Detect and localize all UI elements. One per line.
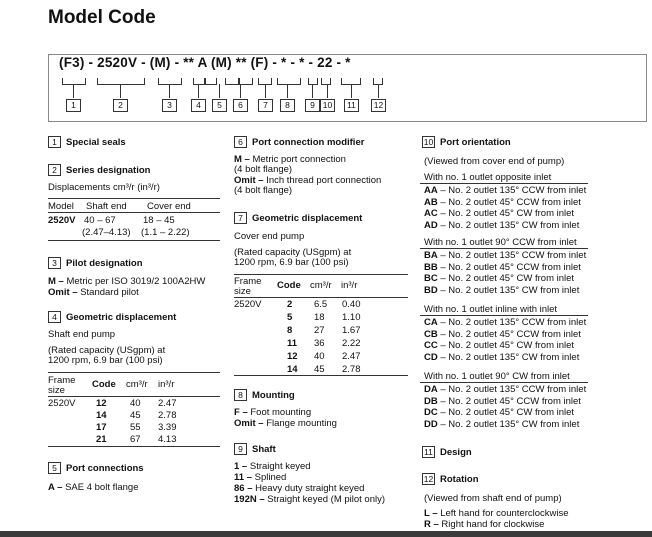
list-item: 1 – Straight keyed	[234, 461, 311, 472]
page-title: Model Code	[48, 7, 156, 28]
col-frame-size-b: size	[234, 286, 251, 297]
section-2-heading: 2 Series designation	[48, 164, 150, 176]
rated-capacity-1: (Rated capacity (USgpm) at	[48, 345, 166, 356]
bottom-bar	[0, 531, 652, 537]
section-11-heading: 11 Design	[422, 446, 472, 458]
rotation-view: (Viewed from shaft end of pump)	[424, 493, 562, 504]
table-row-code: 2	[287, 299, 293, 310]
code-box-10: 10	[320, 99, 335, 112]
table-row-code: 12	[96, 398, 107, 409]
list-item: AA – No. 2 outlet 135° CCW from inlet	[424, 185, 587, 196]
row-shaft: 40 – 67	[84, 215, 116, 226]
table-row-cm3: 67	[130, 434, 141, 445]
section-9-heading: 9 Shaft	[234, 443, 276, 455]
col-cm3-b: cm³/r	[310, 280, 332, 291]
table-row-cm3: 45	[130, 410, 141, 421]
table-row-in3: 2.22	[342, 338, 361, 349]
list-item: BC – No. 2 outlet 45° CW from inlet	[424, 273, 575, 284]
frame-2520v: 2520V	[48, 398, 76, 409]
cover-end-pump-label: Cover end pump	[234, 231, 305, 242]
port-orientation-view: (Viewed from cover end of pump)	[424, 156, 565, 167]
code-box-6: 6	[233, 99, 248, 112]
orientation-group-heading: With no. 1 outlet opposite inlet	[424, 172, 552, 183]
list-item: BA – No. 2 outlet 135° CCW from inlet	[424, 250, 587, 261]
list-item: CC – No. 2 outlet 45° CW from inlet	[424, 340, 575, 351]
table-row-in3: 0.40	[342, 299, 361, 310]
table-row-code: 5	[287, 312, 293, 323]
table-row-cm3: 27	[314, 325, 325, 336]
code-box-12: 12	[371, 99, 386, 112]
list-item: BD – No. 2 outlet 135° CW from inlet	[424, 284, 580, 296]
table-row-code: 14	[287, 364, 298, 375]
table-row-in3: 2.78	[158, 410, 177, 421]
code-box-9: 9	[305, 99, 320, 112]
table-row-cm3: 40	[130, 398, 141, 409]
row-shaft-in: (2.47–4.13)	[82, 227, 131, 238]
rotation-l: L – Left hand for counterclockwise	[424, 508, 569, 519]
section-8-heading: 8 Mounting	[234, 389, 295, 401]
rated-capacity-2b: 1200 rpm, 6.9 bar (100 psi)	[234, 257, 349, 268]
table-row-code: 8	[287, 325, 293, 336]
section-12-heading: 12 Rotation	[423, 474, 479, 485]
model-code-string: (F3) - 2520V - (M) - ** A (M) ** (F) - * - * - 22 - *	[59, 55, 351, 70]
table-row-in3: 3.39	[158, 422, 177, 433]
code-box-8: 8	[280, 99, 295, 112]
list-item: DD – No. 2 outlet 135° CW from inlet	[424, 418, 580, 430]
pilot-omit: Omit – Standard pilot	[48, 287, 139, 298]
code-box-4: 4	[191, 99, 206, 112]
row-cover: 18 – 45	[143, 215, 175, 226]
col-frame-size: size	[48, 385, 65, 396]
section-10-heading: 10 Port orientation	[423, 137, 511, 148]
list-item: CD – No. 2 outlet 135° CW from inlet	[424, 351, 580, 363]
table-row-in3: 1.67	[342, 325, 361, 336]
list-item: 192N – Straight keyed (M pilot only)	[234, 494, 386, 505]
section-1-heading: 1 Special seals	[48, 136, 126, 148]
code-box-1: 1	[66, 99, 81, 112]
section-3-heading: 3 Pilot designation	[48, 257, 143, 269]
rated-capacity-2: 1200 rpm, 6.9 bar (100 psi)	[48, 355, 163, 366]
displacements-label: Displacements cm³/r (in³/r)	[48, 182, 160, 193]
orientation-group-heading: With no. 1 outlet 90° CCW from inlet	[424, 237, 577, 248]
table-row-cm3: 40	[314, 351, 325, 362]
table-row-in3: 2.47	[342, 351, 361, 362]
section-4-heading: 4 Geometric displacement	[48, 311, 176, 323]
code-box-2: 2	[113, 99, 128, 112]
col-in3-b: in³/r	[341, 280, 358, 291]
list-item: AB – No. 2 outlet 45° CCW from inlet	[424, 196, 581, 208]
table-row-cm3: 45	[314, 364, 325, 375]
section-6-heading: 6 Port connection modifier	[234, 136, 364, 148]
shaft-end-pump-label: Shaft end pump	[48, 329, 116, 340]
orientation-group-heading: With no. 1 outlet inline with inlet	[424, 304, 558, 315]
list-item: CA – No. 2 outlet 135° CCW from inlet	[424, 317, 587, 328]
pilot-m: M – Metric per ISO 3019/2 100A2HW	[48, 276, 206, 287]
col-in3: in³/r	[158, 379, 175, 390]
frame-2520v-b: 2520V	[234, 299, 262, 310]
col-shaft-end: Shaft end	[86, 201, 127, 212]
col-cover-end: Cover end	[147, 201, 191, 212]
table-row-cm3: 36	[314, 338, 325, 349]
list-item: DB – No. 2 outlet 45° CCW from inlet	[424, 395, 581, 407]
table-row-in3: 2.47	[158, 398, 177, 409]
port-connection-a: A – SAE 4 bolt flange	[48, 482, 139, 493]
table-row-code: 21	[96, 434, 107, 445]
col-model: Model	[48, 201, 74, 212]
col-code: Code	[92, 379, 116, 390]
list-item: CB – No. 2 outlet 45° CCW from inlet	[424, 328, 581, 340]
col-code-b: Code	[277, 280, 301, 291]
mounting-omit: Omit – Flange mounting	[234, 418, 337, 429]
mounting-f: F – Foot mounting	[234, 407, 312, 418]
col-frame: Frame	[48, 375, 76, 386]
table-row-in3: 1.10	[342, 312, 361, 323]
table-row-cm3: 18	[314, 312, 325, 323]
modifier-omit: Omit – Inch thread port connection	[234, 175, 382, 186]
list-item: 86 – Heavy duty straight keyed	[234, 483, 365, 494]
row-cover-in: (1.1 – 2.22)	[141, 227, 190, 238]
section-7-heading: 7 Geometric displacement	[234, 212, 362, 224]
table-row-code: 14	[96, 410, 107, 421]
table-row-cm3: 55	[130, 422, 141, 433]
list-item: 11 – Splined	[234, 472, 287, 483]
list-item: AC – No. 2 outlet 45° CW from inlet	[424, 208, 575, 219]
list-item: DA – No. 2 outlet 135° CCW from inlet	[424, 384, 587, 395]
table-row-in3: 4.13	[158, 434, 177, 445]
modifier-omit-sub: (4 bolt flange)	[234, 185, 293, 196]
row-model: 2520V	[48, 215, 76, 226]
col-cm3: cm³/r	[126, 379, 148, 390]
orientation-group-heading: With no. 1 outlet 90° CW from inlet	[424, 371, 570, 382]
list-item: AD – No. 2 outlet 135° CW from inlet	[424, 219, 580, 231]
section-5-heading: 5 Port connections	[48, 462, 144, 474]
list-item: DC – No. 2 outlet 45° CW from inlet	[424, 407, 575, 418]
table-row-code: 12	[287, 351, 298, 362]
rated-capacity-1b: (Rated capacity (USgpm) at	[234, 247, 352, 258]
table-row-cm3: 6.5	[314, 299, 328, 310]
modifier-m-sub: (4 bolt flange)	[234, 164, 293, 175]
code-box-7: 7	[258, 99, 273, 112]
table-row-code: 11	[287, 338, 298, 349]
table-row-in3: 2.78	[342, 364, 361, 375]
col-frame-b: Frame	[234, 276, 262, 287]
list-item: BB – No. 2 outlet 45° CCW from inlet	[424, 261, 581, 273]
modifier-m: M – Metric port connection	[234, 154, 346, 165]
table-row-code: 17	[96, 422, 107, 433]
code-box-11: 11	[344, 99, 359, 112]
code-box-3: 3	[162, 99, 177, 112]
code-box-5: 5	[212, 99, 227, 112]
rotation-r: R – Right hand for clockwise	[424, 519, 545, 530]
